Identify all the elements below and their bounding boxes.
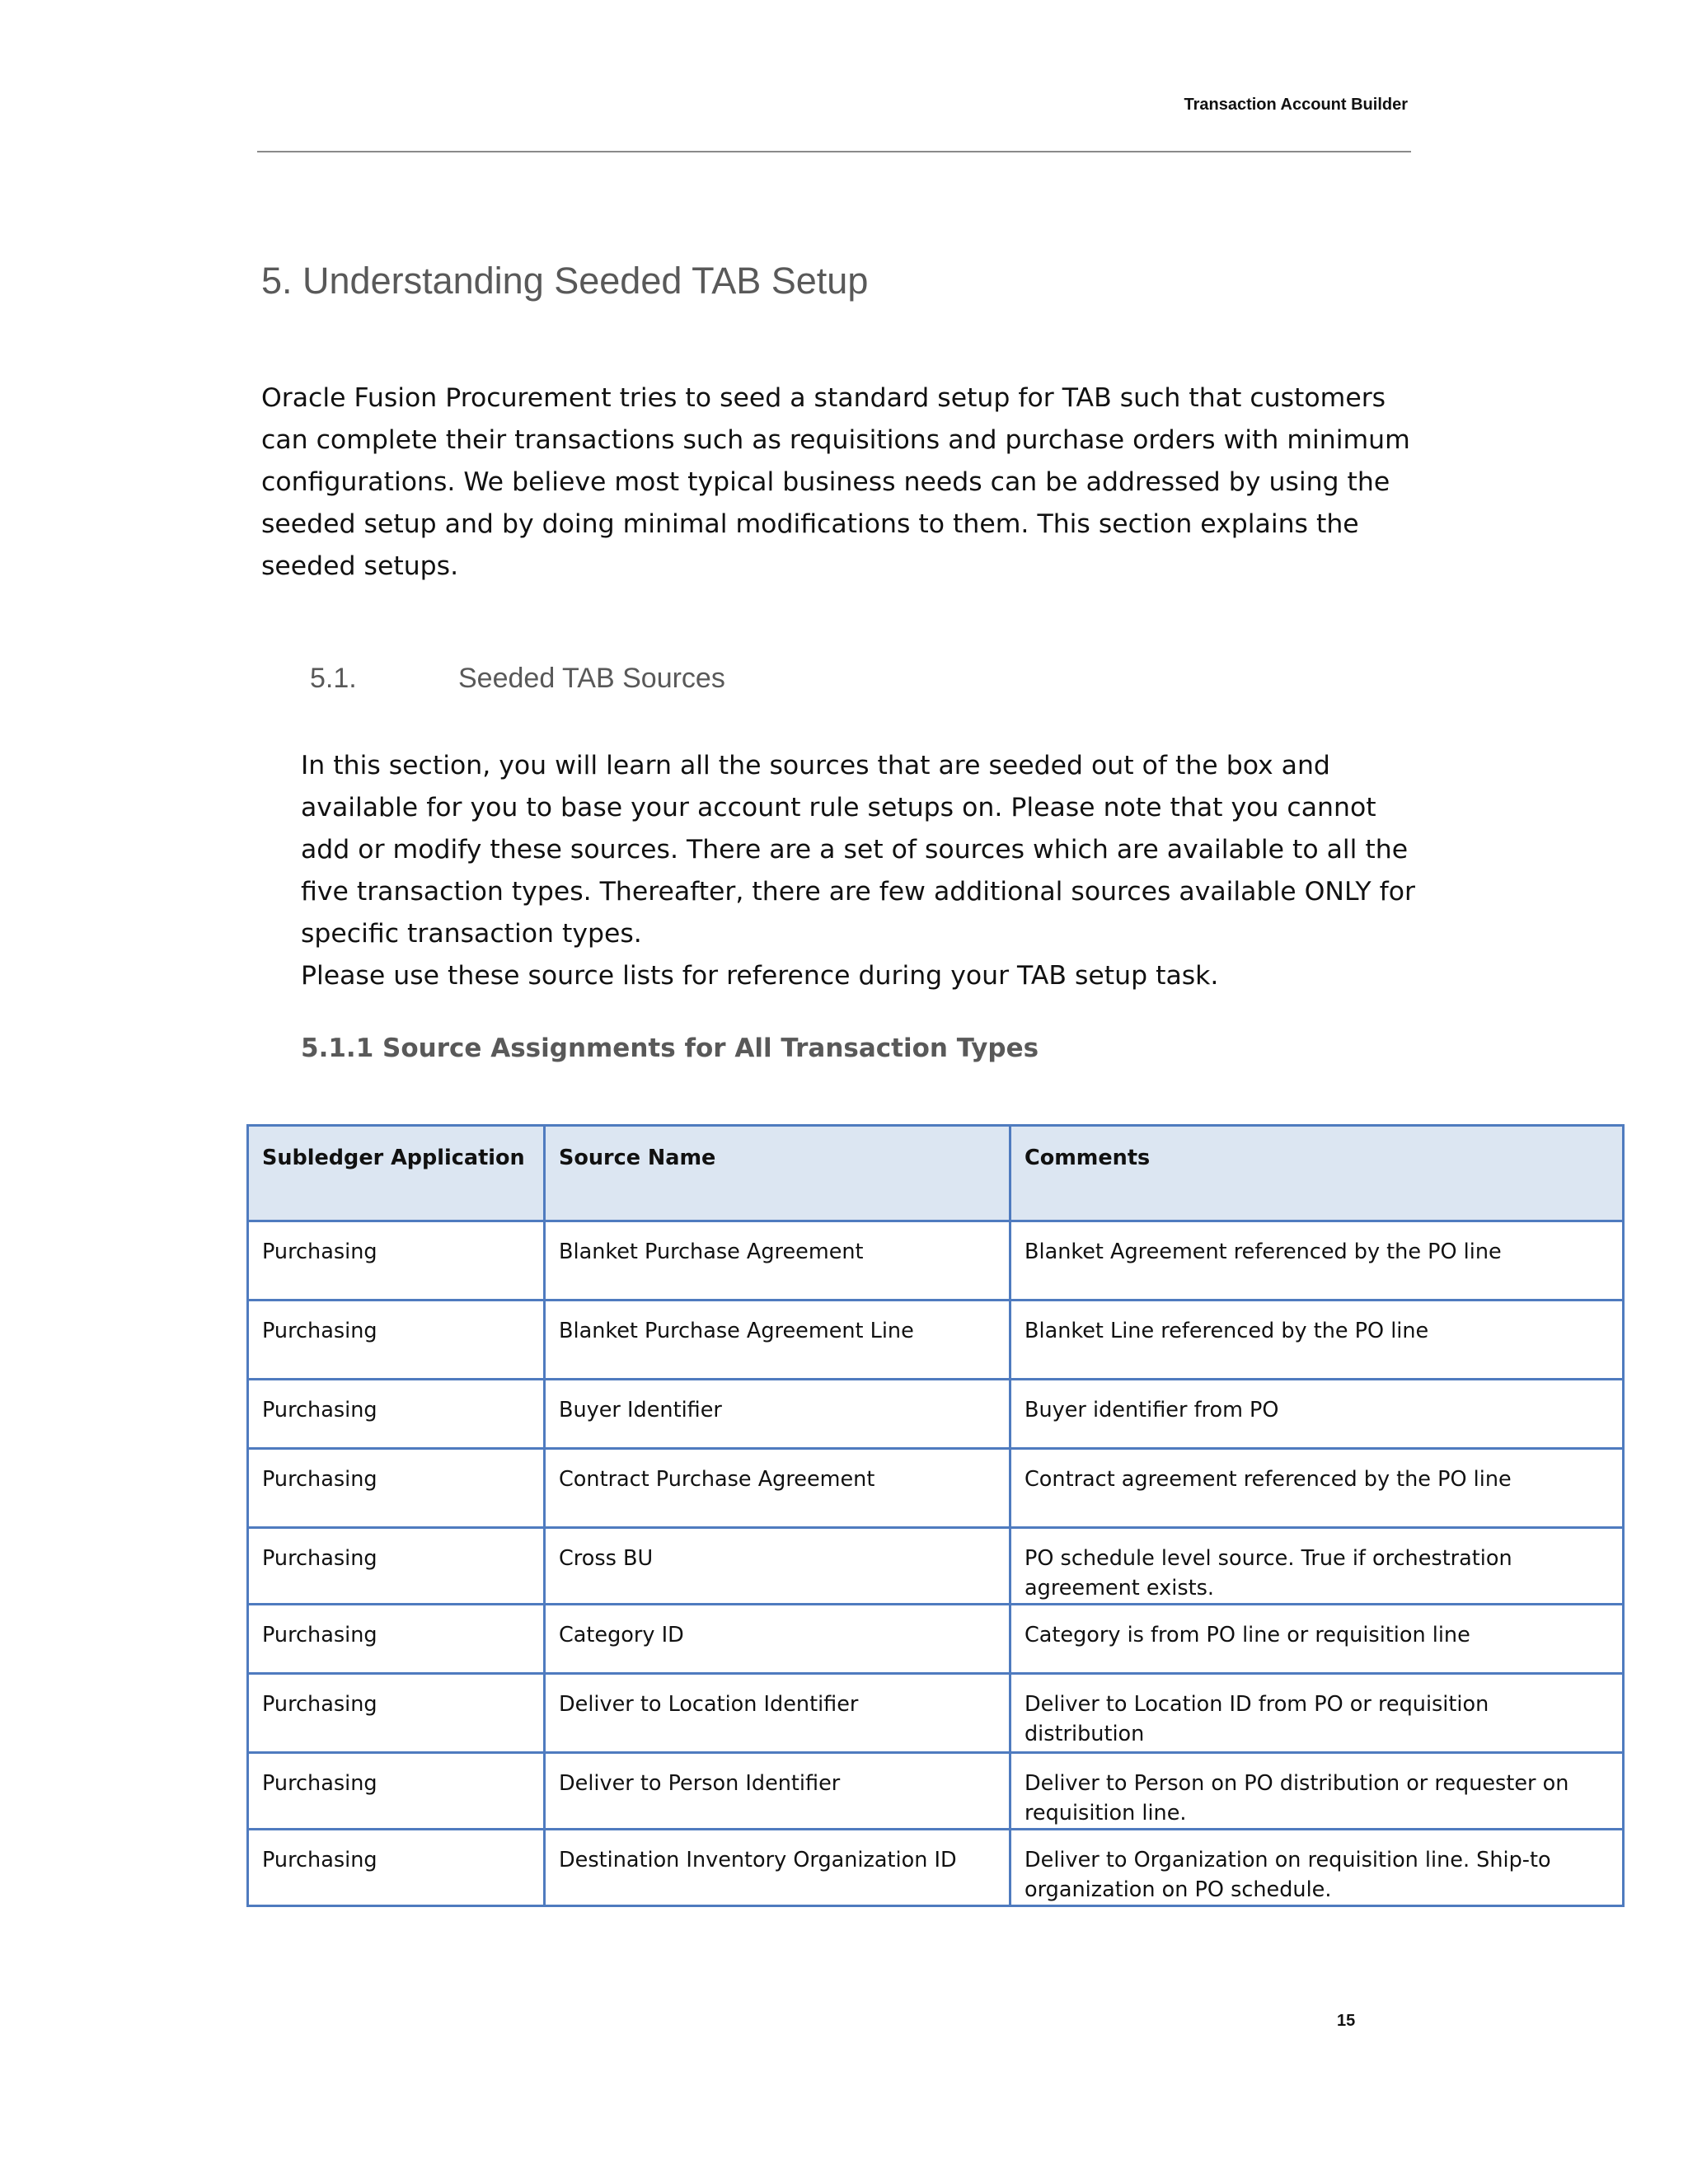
- header-divider: [257, 151, 1411, 152]
- table-header-row: [248, 1126, 1624, 1221]
- running-header: Transaction Account Builder: [1184, 96, 1408, 114]
- section-title: Seeded TAB Sources: [458, 663, 725, 694]
- cell-subledger-application: Purchasing: [248, 1380, 545, 1449]
- cell-subledger-application: Purchasing: [248, 1449, 545, 1528]
- cell-comments: Buyer identifier from PO: [1010, 1380, 1624, 1449]
- cell-source-name: Blanket Purchase Agreement: [545, 1221, 1010, 1301]
- table-row: [248, 1449, 1624, 1528]
- table-row: [248, 1221, 1624, 1301]
- table-row: [248, 1380, 1624, 1449]
- cell-source-name: Cross BU: [545, 1528, 1010, 1605]
- column-header-subledger-application: Subledger Application: [248, 1126, 545, 1221]
- cell-subledger-application: Purchasing: [248, 1528, 545, 1605]
- cell-comments: Deliver to Person on PO distribution or requester on requisition line.: [1010, 1753, 1624, 1830]
- cell-comments: Deliver to Location ID from PO or requisition distribution: [1010, 1674, 1624, 1753]
- cell-subledger-application: Purchasing: [248, 1830, 545, 1906]
- table-row: [248, 1528, 1624, 1605]
- column-header-comments: Comments: [1010, 1126, 1624, 1221]
- cell-source-name: Deliver to Location Identifier: [545, 1674, 1010, 1753]
- cell-subledger-application: Purchasing: [248, 1605, 545, 1674]
- section-heading: [310, 663, 725, 695]
- cell-comments: Contract agreement referenced by the PO line: [1010, 1449, 1624, 1528]
- cell-source-name: Destination Inventory Organization ID: [545, 1830, 1010, 1906]
- chapter-title: 5. Understanding Seeded TAB Setup: [261, 260, 869, 302]
- cell-source-name: Category ID: [545, 1605, 1010, 1674]
- cell-comments: Deliver to Organization on requisition line. Ship-to organization on PO schedule.: [1010, 1830, 1624, 1906]
- table-row: [248, 1674, 1624, 1753]
- cell-source-name: Deliver to Person Identifier: [545, 1753, 1010, 1830]
- table-row: [248, 1605, 1624, 1674]
- cell-subledger-application: Purchasing: [248, 1221, 545, 1301]
- section-paragraph-2: Please use these source lists for reference during your TAB setup task.: [301, 961, 1219, 991]
- cell-subledger-application: Purchasing: [248, 1753, 545, 1830]
- cell-source-name: Blanket Purchase Agreement Line: [545, 1301, 1010, 1380]
- section-number: 5.1.: [310, 663, 357, 694]
- cell-comments: Category is from PO line or requisition line: [1010, 1605, 1624, 1674]
- section-paragraph-1: In this section, you will learn all the sources that are seeded out of the box and available for you to base your account rule setups on. Please note that you cannot add or modify these sources. There are a set of sources which are available to all the five transaction types. Thereafter, there are few additional sources available ONLY for specific transaction types.: [301, 751, 1415, 949]
- section-body: [301, 745, 1430, 997]
- table-row: [248, 1753, 1624, 1830]
- cell-subledger-application: Purchasing: [248, 1674, 545, 1753]
- cell-comments: Blanket Agreement referenced by the PO line: [1010, 1221, 1624, 1301]
- cell-source-name: Buyer Identifier: [545, 1380, 1010, 1449]
- table-row: [248, 1301, 1624, 1380]
- subsection-heading: 5.1.1 Source Assignments for All Transaction Types: [301, 1033, 1039, 1063]
- column-header-source-name: Source Name: [545, 1126, 1010, 1221]
- cell-comments: PO schedule level source. True if orchestration agreement exists.: [1010, 1528, 1624, 1605]
- cell-source-name: Contract Purchase Agreement: [545, 1449, 1010, 1528]
- source-assignments-table: [246, 1124, 1625, 1907]
- table-row: [248, 1830, 1624, 1906]
- page-number: 15: [1337, 2012, 1356, 2030]
- cell-subledger-application: Purchasing: [248, 1301, 545, 1380]
- cell-comments: Blanket Line referenced by the PO line: [1010, 1301, 1624, 1380]
- chapter-intro-paragraph: Oracle Fusion Procurement tries to seed a standard setup for TAB such that customers can complete their transactions such as requisitions and purchase orders with minimum configurations. We believe most typical business needs can be addressed by using the seeded setup and by doing minimal modifications to them. This section explains the seeded setups.: [261, 383, 1410, 581]
